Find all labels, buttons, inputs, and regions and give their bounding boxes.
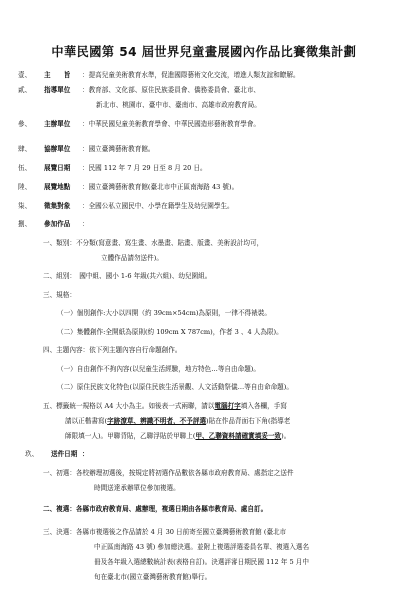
section-4-text: ：國立臺灣藝術教育館。 — [82, 145, 155, 153]
item-label-spec-line1: 五、標籤統一規格以 A4 大小為主。如後表一式兩聯，請以電腦打字填入各欄，手寫 — [43, 402, 287, 410]
item-final-line2: 中正區南海路 43 號) 參加總決選。並附上複選評選委員名單、複選入選名 — [94, 543, 310, 551]
item-final-line1: 三、決選：各縣市複選後之作品請於 4 月 30 日前寄至國立臺灣藝術教育館 (臺北市 — [43, 528, 287, 536]
emphasis-consistent: 甲、乙聯資料請確實填妥一致 — [195, 432, 282, 440]
item-final-line3: 冊及各年級入選總數統計表(表格自訂)。決選評審日期民國 112 年 5 月中 — [94, 558, 309, 566]
section-8-text: ： — [82, 220, 89, 228]
section-7-text: ：全國公私立國民中、小學在籍學生及幼兒園學生。 — [82, 202, 234, 210]
item-final-line4: 旬在臺北市(國立臺灣藝術教育館)舉行。 — [94, 573, 212, 581]
section-1-label: 主 旨 — [44, 71, 71, 79]
section-3-text: ：中華民國兒童美術教育學會、中華民國造形藝術教育學會。 — [82, 120, 261, 128]
section-2-label: 指導單位 — [44, 86, 71, 94]
item-theme-free: （一）自由創作不拘內容(以兒童生活經驗，地方特色…等自由命題)。 — [57, 365, 260, 373]
section-4-number: 肆、 — [18, 145, 32, 153]
section-9-label: 送件日期 — [51, 450, 78, 458]
section-9-text: ： — [82, 450, 89, 458]
section-7-number: 柒、 — [18, 202, 32, 210]
item-second-round: 二、複選：各縣市政府教育局、處辦理，複選日期由各縣市教育局、處自訂。 — [43, 505, 268, 513]
item-specs-individual: （一）個別創作:大小以四開（約 39cm×54cm)為原則，一律不得裱裝。 — [57, 309, 271, 317]
item-category: 一、類別：不分類(寫意畫、寫生畫、水墨畫、貼畫、版畫、美術設計均可， — [43, 239, 264, 247]
item-preliminary: 一、初選：各校辦理初選後，按規定將初選作品數依各縣市政府教育局、處指定之送件 — [43, 469, 294, 477]
section-2-continuation: 新北市、桃園市、臺中市、臺南市、高雄市政府教育局。 — [96, 101, 261, 109]
section-6-text: ：國立臺灣藝術教育館(臺北市中正區南海路 43 號)。 — [82, 183, 239, 191]
section-3-label: 主辦單位 — [44, 120, 71, 128]
section-5-number: 伍、 — [18, 164, 32, 172]
section-1-number: 壹、 — [18, 71, 32, 79]
item-specs: 三、規格： — [43, 291, 76, 299]
section-6-number: 陸、 — [18, 183, 32, 191]
item-groups: 二、組別： 國中組、國小 1-6 年級(共六組)、幼兒園組。 — [43, 272, 212, 280]
item-theme-indigenous: （二）原住民族文化特色(以原住民族生活景觀、人文活動祭儀…等自由命命題)。 — [57, 383, 293, 391]
section-5-text: ：民國 112 年 7 月 29 日至 8 月 20 日。 — [82, 164, 207, 172]
item-specs-group: （二）集體創作:全開紙為原則(約 109cm X 787cm)，作者 3 、4 人為限)。 — [57, 328, 283, 336]
page-title: 中華民國第 54 屆世界兒童畫展國內作品比賽徵集計劃 — [51, 44, 357, 59]
section-8-number: 捌、 — [18, 220, 32, 228]
item-category-continuation: 立體作品請勿送件)。 — [101, 254, 163, 262]
emphasis-typed: 電腦打字 — [214, 402, 241, 410]
item-preliminary-continuation: 時間送達承辦單位參加複選。 — [94, 484, 180, 492]
section-7-label: 徵集對象 — [44, 202, 71, 210]
section-1-text: ：提高兒童美術教育水準，促進國際藝術文化交流，增進人類友誼和瞭解。 — [82, 71, 300, 79]
item-label-spec-line3: 師限填一人)。甲聯背貼，乙聯浮貼於甲聯上(甲、乙聯資料請確實填妥一致)。 — [65, 432, 291, 440]
section-2-number: 貳、 — [18, 86, 32, 94]
section-8-label: 參加作品 — [44, 220, 71, 228]
section-5-label: 展覽日期 — [44, 164, 71, 172]
item-label-spec-line2: 請以正楷書寫(字跡潦草、辨識不明者，不予評選)貼在作品背面右下角(指導老 — [65, 417, 291, 425]
section-6-label: 展覽地點 — [44, 183, 71, 191]
section-9-number: 玖、 — [25, 450, 39, 458]
item-theme: 四、主題內容：依下列主題內容自行命題創作。 — [43, 346, 182, 354]
section-3-number: 參、 — [18, 120, 32, 128]
section-2-text: ：教育部、文化部、原住民族委員會、僑務委員會、臺北市、 — [82, 86, 261, 94]
section-4-label: 協辦單位 — [44, 145, 71, 153]
emphasis-illegible: 字跡潦草、辨識不明者，不予評選 — [107, 417, 207, 425]
